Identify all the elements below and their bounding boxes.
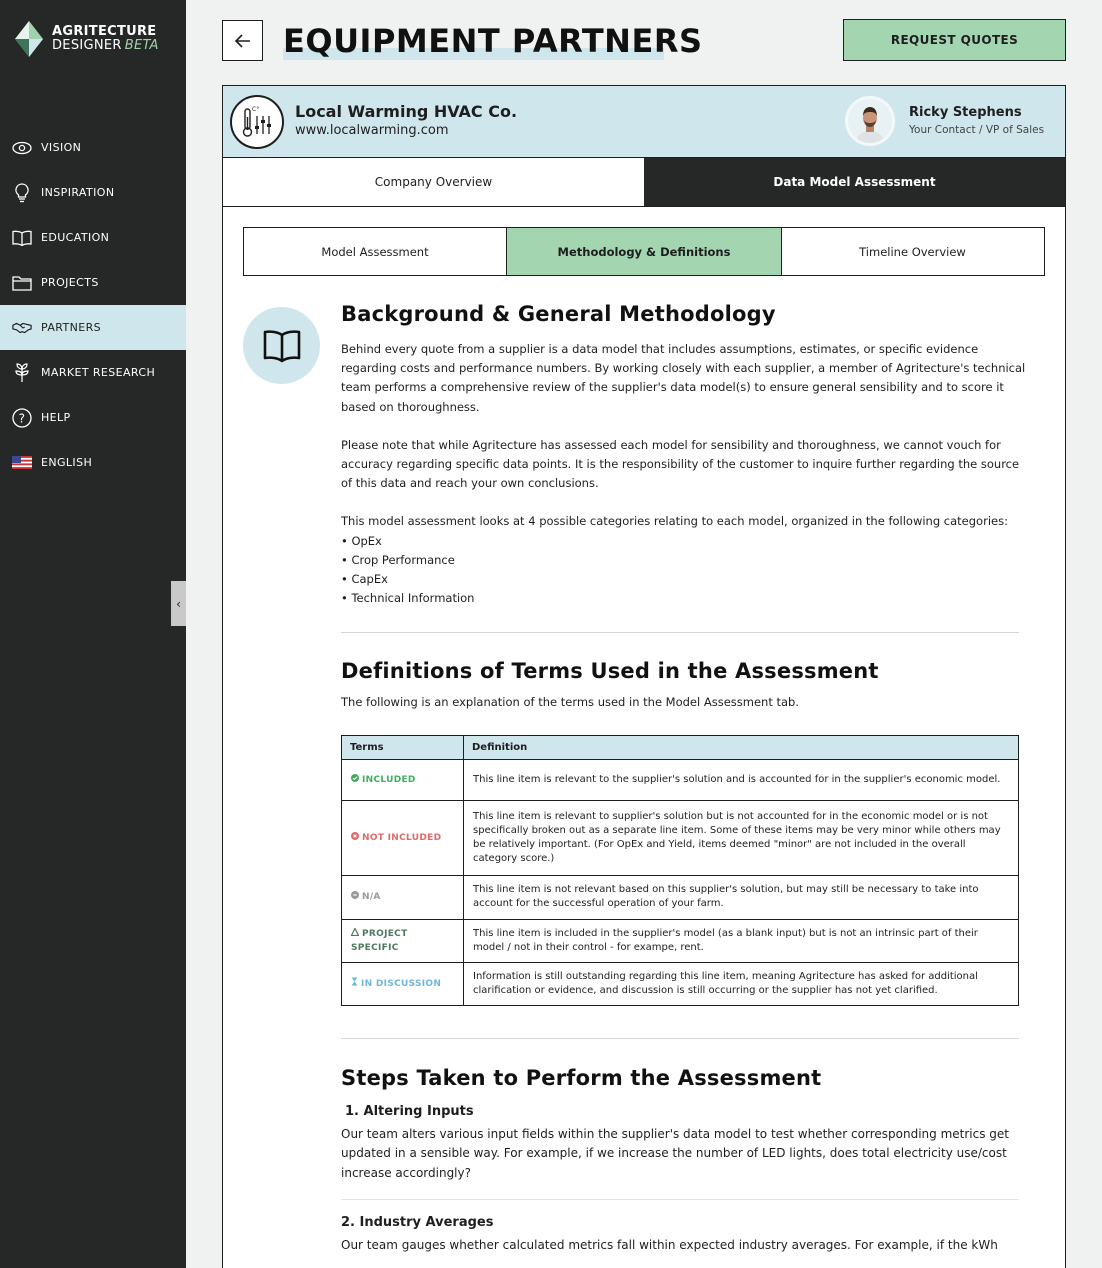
table-row: [342, 962, 1019, 1005]
sidebar-item-label: MARKET RESEARCH: [41, 366, 156, 379]
triangle-icon: [351, 928, 359, 936]
logo-hexagon-icon: [14, 20, 44, 58]
logo-subtitle: DESIGNER: [52, 38, 122, 53]
check-circle-icon: [351, 774, 359, 782]
definitions-table: [341, 735, 1019, 1006]
assessment-sub-tabs: [243, 227, 1045, 276]
sidebar-item-label: HELP: [41, 411, 71, 424]
person-avatar-icon: [848, 99, 892, 143]
column-header-definition: Definition: [464, 735, 1019, 759]
categories-intro: This model assessment looks at 4 possible categories relating to each model, organized in the following categories:: [341, 514, 1008, 529]
sidebar: [0, 0, 186, 1268]
beta-badge: BETA: [124, 38, 159, 53]
thermostat-icon: [239, 104, 275, 140]
table-row: [342, 800, 1019, 875]
minus-circle-icon: [351, 891, 359, 899]
tab-company-overview[interactable]: Company Overview: [223, 158, 644, 206]
disclaimer-paragraph: Please note that while Agritecture has assessed each model for sensibility and thoroughness, we cannot vouch for accuracy regarding specific data points. It is the responsibility of the customer to inquire further regarding the source of this data and reach your own conclusions.: [341, 437, 1020, 491]
step-body: Our team alters various input fields within the supplier's data model to test whether corresponding metrics get updated in a sensible way. For example, if we increase the number of LED lights, does total electricity use/cost increase accordingly?: [341, 1126, 1009, 1180]
page-title: EQUIPMENT PARTNERS: [283, 22, 703, 60]
step-body: Our team gauges whether calculated metrics fall within expected industry averages. For example, if the kWh: [341, 1238, 998, 1253]
term-label: N/A: [362, 892, 381, 903]
sidebar-collapse-button[interactable]: ‹: [171, 581, 186, 626]
term-in-discussion: [342, 962, 464, 1005]
svg-text:?: ?: [18, 411, 26, 425]
sidebar-item-projects[interactable]: [0, 260, 186, 305]
app-logo[interactable]: [14, 20, 159, 58]
definition-cell: Information is still outstanding regarding this line item, meaning Agritecture has asked for additional clarification or evidence, and discussion is still occurring or the supplier has not yet clarified.: [464, 962, 1019, 1005]
definition-cell: This line item is relevant to supplier's solution but is not accounted for in the economic model or is not specifically broken out as a separate line item. Some of these items may be very minor while others may be relatively important. (For OpEx and Yield, items deemed "minor" are not included in the overall category score.): [464, 800, 1019, 875]
section-divider: [341, 1038, 1019, 1039]
company-header: [223, 86, 1065, 158]
definitions-title: Definitions of Terms Used in the Assessment: [341, 659, 879, 684]
term-not-included: [342, 800, 464, 875]
term-label: PROJECT SPECIFIC: [351, 928, 408, 953]
term-label: IN DISCUSSION: [361, 978, 442, 989]
definitions-intro: The following is an explanation of the terms used in the Model Assessment tab.: [341, 695, 800, 710]
x-circle-icon: [351, 832, 359, 840]
step-divider: [341, 1199, 1019, 1200]
partner-panel: [222, 85, 1066, 1268]
sidebar-item-help[interactable]: [0, 395, 186, 440]
methodology-content: [341, 302, 1031, 1256]
contact-avatar: [845, 96, 895, 146]
definition-cell: This line item is relevant to the supplier's solution and is accounted for in the supplier's economic model.: [464, 759, 1019, 800]
request-quotes-button[interactable]: REQUEST QUOTES: [843, 19, 1066, 61]
sidebar-item-label: EDUCATION: [41, 231, 110, 244]
handshake-icon: [12, 318, 32, 338]
folder-icon: [12, 273, 32, 293]
sidebar-item-partners[interactable]: [0, 305, 186, 350]
sidebar-item-label: VISION: [41, 141, 82, 154]
back-button[interactable]: [222, 20, 263, 61]
sidebar-item-label: ENGLISH: [41, 456, 93, 469]
main-tabs: [223, 158, 1065, 207]
plant-icon: [12, 363, 32, 383]
list-item: • Crop Performance: [341, 552, 455, 567]
definition-cell: This line item is not relevant based on this supplier's solution, but may still be necessary to take into account for the successful operation of your farm.: [464, 875, 1019, 919]
term-label: INCLUDED: [362, 774, 416, 785]
step-title: 1. Altering Inputs: [345, 1103, 474, 1119]
contact-role: Your Contact / VP of Sales: [909, 124, 1045, 136]
open-book-icon: [263, 329, 301, 363]
table-row: [342, 875, 1019, 919]
section-divider: [341, 632, 1019, 633]
term-project-specific: [342, 919, 464, 962]
question-icon: [12, 408, 32, 428]
table-header-row: [342, 735, 1019, 759]
tab-model-assessment[interactable]: Model Assessment: [244, 228, 507, 275]
definition-cell: This line item is included in the supplier's model (as a blank input) but is not an intrinsic part of their model / not in their control - for exampe, rent.: [464, 919, 1019, 962]
contact-name: Ricky Stephens: [909, 105, 1022, 120]
sidebar-item-inspiration[interactable]: [0, 170, 186, 215]
book-icon: [12, 228, 32, 248]
background-paragraph: Behind every quote from a supplier is a data model that includes assumptions, estimates, or specific evidence regarding costs and performance numbers. By working closely with each supplier, a member of Agritecture's technical team performs a comprehensive review of the supplier's data model(s) to ensure general sensibility and to score it based on thoroughness.: [341, 342, 1026, 414]
sidebar-item-market-research[interactable]: [0, 350, 186, 395]
term-na: [342, 875, 464, 919]
sidebar-item-label: INSPIRATION: [41, 186, 115, 199]
steps-title: Steps Taken to Perform the Assessment: [341, 1065, 822, 1090]
list-item: • CapEx: [341, 572, 388, 587]
sidebar-item-education[interactable]: [0, 215, 186, 260]
sidebar-nav: [0, 125, 186, 485]
step-title: 2. Industry Averages: [341, 1215, 494, 1231]
sidebar-item-label: PARTNERS: [41, 321, 102, 334]
column-header-terms: Terms: [342, 735, 464, 759]
category-list: [341, 532, 1031, 609]
tab-data-model-assessment[interactable]: Data Model Assessment: [644, 158, 1065, 206]
tab-methodology-definitions[interactable]: Methodology & Definitions: [507, 228, 782, 275]
sidebar-item-vision[interactable]: [0, 125, 186, 170]
company-name: Local Warming HVAC Co.: [295, 102, 518, 121]
arrow-left-icon: [235, 34, 251, 48]
term-included: [342, 759, 464, 800]
table-row: [342, 759, 1019, 800]
svg-text:C°: C°: [252, 106, 260, 113]
us-flag-icon: [12, 453, 32, 473]
logo-wordmark: AGRITECTURE: [52, 24, 157, 39]
company-logo: [230, 95, 284, 149]
sidebar-item-language[interactable]: [0, 440, 186, 485]
list-item: • Technical Information: [341, 591, 475, 606]
background-title: Background & General Methodology: [341, 302, 776, 326]
tab-timeline-overview[interactable]: Timeline Overview: [859, 244, 966, 259]
list-item: • OpEx: [341, 533, 382, 548]
hourglass-icon: [351, 977, 358, 986]
table-row: [342, 919, 1019, 962]
company-website-link[interactable]: www.localwarming.com: [295, 123, 449, 138]
sidebar-item-label: PROJECTS: [41, 276, 99, 289]
eye-icon: [12, 138, 32, 158]
methodology-badge: [243, 307, 320, 384]
term-label: NOT INCLUDED: [362, 832, 442, 843]
lightbulb-icon: [12, 183, 32, 203]
